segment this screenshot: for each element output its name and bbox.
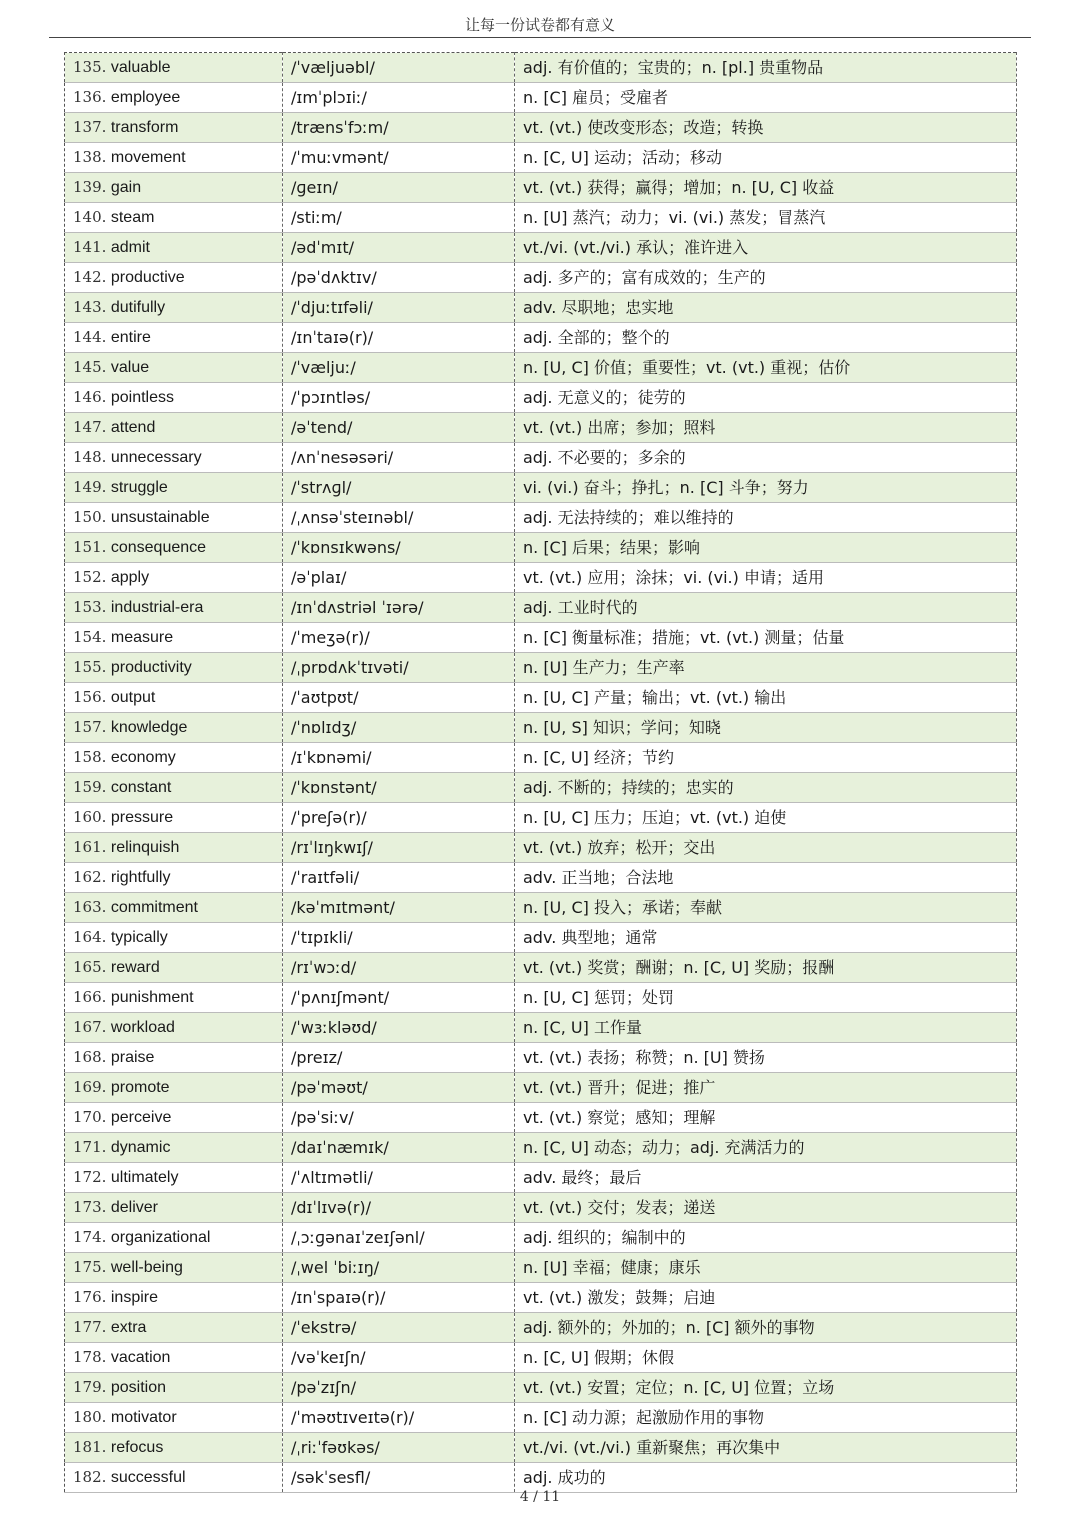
table-row	[65, 773, 1017, 803]
table-row	[65, 593, 1017, 623]
word-cell	[65, 443, 283, 473]
entry-word: typically	[110, 929, 168, 946]
phonetic-cell: /əˈplaɪ/	[283, 563, 515, 593]
phonetic-cell: /ˈraɪtfəli/	[283, 863, 515, 893]
table-row	[65, 1433, 1017, 1463]
definition-cell: n. [U, C] 压力；压迫；vt. (vt.) 迫使	[515, 803, 1017, 833]
definition-cell: adj. 成功的	[515, 1463, 1017, 1493]
entry-word: steam	[110, 209, 155, 226]
word-cell	[65, 1013, 283, 1043]
definition-cell: vt. (vt.) 奖赏；酬谢；n. [C, U] 奖励；报酬	[515, 953, 1017, 983]
phonetic-cell: /ɪmˈplɔɪiː/	[283, 83, 515, 113]
entry-word: constant	[110, 779, 172, 796]
word-cell	[65, 1133, 283, 1163]
entry-word: dutifully	[110, 299, 166, 316]
definition-cell: vt. (vt.) 出席；参加；照料	[515, 413, 1017, 443]
entry-word: pointless	[110, 389, 175, 406]
word-cell	[65, 593, 283, 623]
phonetic-cell: /ɪnˈtaɪə(r)/	[283, 323, 515, 353]
entry-word: measure	[110, 629, 174, 646]
entry-word: productivity	[110, 659, 192, 676]
entry-word: apply	[110, 569, 150, 586]
table-row	[65, 1103, 1017, 1133]
table-row	[65, 1403, 1017, 1433]
table-row	[65, 203, 1017, 233]
definition-cell: adv. 尽职地；忠实地	[515, 293, 1017, 323]
definition-cell: n. [C, U] 假期；休假	[515, 1343, 1017, 1373]
phonetic-cell: /ɪˈkɒnəmi/	[283, 743, 515, 773]
table-row	[65, 53, 1017, 83]
phonetic-cell: /ˈekstrə/	[283, 1313, 515, 1343]
phonetic-cell: /ˈstrʌɡl/	[283, 473, 515, 503]
table-row	[65, 383, 1017, 413]
entry-number: 137.	[73, 118, 107, 136]
table-row	[65, 1133, 1017, 1163]
phonetic-cell: /ɪnˈspaɪə(r)/	[283, 1283, 515, 1313]
entry-word: refocus	[110, 1439, 164, 1456]
entry-word: knowledge	[110, 719, 188, 736]
entry-number: 155.	[73, 658, 107, 676]
word-cell	[65, 803, 283, 833]
word-cell	[65, 173, 283, 203]
word-cell	[65, 383, 283, 413]
table-row	[65, 923, 1017, 953]
definition-cell: n. [U, C] 投入；承诺；奉献	[515, 893, 1017, 923]
table-row	[65, 1343, 1017, 1373]
entry-number: 154.	[73, 628, 107, 646]
entry-word: position	[110, 1379, 167, 1396]
entry-number: 156.	[73, 688, 107, 706]
entry-word: extra	[110, 1319, 147, 1336]
phonetic-cell: /pəˈməʊt/	[283, 1073, 515, 1103]
entry-number: 177.	[73, 1318, 107, 1336]
word-cell	[65, 1193, 283, 1223]
entry-number: 171.	[73, 1138, 107, 1156]
word-cell	[65, 233, 283, 263]
phonetic-cell: /trænsˈfɔːm/	[283, 113, 515, 143]
entry-number: 139.	[73, 178, 107, 196]
phonetic-cell: /rɪˈwɔːd/	[283, 953, 515, 983]
entry-number: 173.	[73, 1198, 107, 1216]
word-cell	[65, 863, 283, 893]
entry-number: 178.	[73, 1348, 107, 1366]
phonetic-cell: /kəˈmɪtmənt/	[283, 893, 515, 923]
entry-word: rightfully	[110, 869, 171, 886]
definition-cell: adj. 工业时代的	[515, 593, 1017, 623]
word-cell	[65, 413, 283, 443]
entry-number: 165.	[73, 958, 107, 976]
entry-word: dynamic	[110, 1139, 171, 1156]
phonetic-cell: /ˈpɔɪntləs/	[283, 383, 515, 413]
word-cell	[65, 293, 283, 323]
entry-number: 175.	[73, 1258, 107, 1276]
definition-cell: n. [U] 生产力；生产率	[515, 653, 1017, 683]
definition-cell: n. [U] 蒸汽；动力；vi. (vi.) 蒸发；冒蒸汽	[515, 203, 1017, 233]
word-cell	[65, 713, 283, 743]
word-cell	[65, 1163, 283, 1193]
definition-cell: adj. 不断的；持续的；忠实的	[515, 773, 1017, 803]
definition-cell: adj. 额外的；外加的；n. [C] 额外的事物	[515, 1313, 1017, 1343]
entry-number: 149.	[73, 478, 107, 496]
word-cell	[65, 743, 283, 773]
entry-number: 164.	[73, 928, 107, 946]
definition-cell: n. [C] 后果；结果；影响	[515, 533, 1017, 563]
entry-number: 144.	[73, 328, 107, 346]
table-row	[65, 1193, 1017, 1223]
phonetic-cell: /ˈvæljuəbl/	[283, 53, 515, 83]
entry-word: admit	[110, 239, 150, 256]
entry-word: unsustainable	[110, 509, 210, 526]
entry-word: output	[110, 689, 156, 706]
table-row	[65, 953, 1017, 983]
word-cell	[65, 83, 283, 113]
entry-number: 150.	[73, 508, 107, 526]
entry-word: industrial-era	[110, 599, 204, 616]
phonetic-cell: /ˌprɒdʌkˈtɪvəti/	[283, 653, 515, 683]
entry-word: workload	[110, 1019, 175, 1036]
entry-number: 136.	[73, 88, 107, 106]
entry-word: employee	[110, 89, 181, 106]
entry-number: 138.	[73, 148, 107, 166]
definition-cell: n. [U, C] 惩罚；处罚	[515, 983, 1017, 1013]
entry-number: 151.	[73, 538, 107, 556]
entry-number: 182.	[73, 1468, 107, 1486]
word-cell	[65, 923, 283, 953]
definition-cell: adj. 无意义的；徒劳的	[515, 383, 1017, 413]
table-row	[65, 683, 1017, 713]
word-cell	[65, 983, 283, 1013]
word-cell	[65, 53, 283, 83]
phonetic-cell: /ˈmuːvmənt/	[283, 143, 515, 173]
word-cell	[65, 1103, 283, 1133]
phonetic-cell: /ˈpʌnɪʃmənt/	[283, 983, 515, 1013]
word-cell	[65, 1073, 283, 1103]
phonetic-cell: /ˌʌnsəˈsteɪnəbl/	[283, 503, 515, 533]
entry-word: struggle	[110, 479, 168, 496]
entry-word: organizational	[110, 1229, 211, 1246]
word-cell	[65, 143, 283, 173]
entry-word: praise	[110, 1049, 155, 1066]
entry-word: promote	[110, 1079, 170, 1096]
header-rule	[49, 37, 1031, 38]
phonetic-cell: /ɪnˈdʌstriəl ˈɪərə/	[283, 593, 515, 623]
table-row	[65, 83, 1017, 113]
definition-cell: vt. (vt.) 安置；定位；n. [C, U] 位置；立场	[515, 1373, 1017, 1403]
phonetic-cell: /ˌriːˈfəʊkəs/	[283, 1433, 515, 1463]
entry-number: 159.	[73, 778, 107, 796]
table-row	[65, 863, 1017, 893]
phonetic-cell: /ˈdjuːtɪfəli/	[283, 293, 515, 323]
word-cell	[65, 833, 283, 863]
word-cell	[65, 263, 283, 293]
table-row	[65, 143, 1017, 173]
entry-word: reward	[110, 959, 160, 976]
definition-cell: vt. (vt.) 使改变形态；改造；转换	[515, 113, 1017, 143]
entry-number: 163.	[73, 898, 107, 916]
entry-word: relinquish	[110, 839, 180, 856]
table-row	[65, 533, 1017, 563]
table-row	[65, 1283, 1017, 1313]
definition-cell: vt. (vt.) 获得；赢得；增加；n. [U, C] 收益	[515, 173, 1017, 203]
phonetic-cell: /ˌɔːɡənaɪˈzeɪʃənl/	[283, 1223, 515, 1253]
entry-word: productive	[110, 269, 185, 286]
phonetic-cell: /dɪˈlɪvə(r)/	[283, 1193, 515, 1223]
word-cell	[65, 653, 283, 683]
table-row	[65, 473, 1017, 503]
word-cell	[65, 953, 283, 983]
phonetic-cell: /daɪˈnæmɪk/	[283, 1133, 515, 1163]
word-cell	[65, 1223, 283, 1253]
entry-number: 161.	[73, 838, 107, 856]
table-row	[65, 1373, 1017, 1403]
word-cell	[65, 533, 283, 563]
entry-word: entire	[110, 329, 151, 346]
table-row	[65, 443, 1017, 473]
entry-number: 157.	[73, 718, 107, 736]
word-cell	[65, 353, 283, 383]
entry-word: gain	[110, 179, 142, 196]
phonetic-cell: /pəˈdʌktɪv/	[283, 263, 515, 293]
table-row	[65, 413, 1017, 443]
definition-cell: vt. (vt.) 察觉；感知；理解	[515, 1103, 1017, 1133]
phonetic-cell: /ˈtɪpɪkli/	[283, 923, 515, 953]
phonetic-cell: /preɪz/	[283, 1043, 515, 1073]
phonetic-cell: /vəˈkeɪʃn/	[283, 1343, 515, 1373]
table-row	[65, 323, 1017, 353]
entry-word: inspire	[110, 1289, 158, 1306]
definition-cell: adv. 典型地；通常	[515, 923, 1017, 953]
word-cell	[65, 563, 283, 593]
definition-cell: n. [C, U] 工作量	[515, 1013, 1017, 1043]
entry-word: economy	[110, 749, 176, 766]
phonetic-cell: /ˈkɒnsɪkwəns/	[283, 533, 515, 563]
entry-number: 176.	[73, 1288, 107, 1306]
entry-word: deliver	[110, 1199, 158, 1216]
table-row	[65, 1043, 1017, 1073]
definition-cell: n. [C, U] 动态；动力；adj. 充满活力的	[515, 1133, 1017, 1163]
phonetic-cell: /ˌwel ˈbiːɪŋ/	[283, 1253, 515, 1283]
word-cell	[65, 503, 283, 533]
word-cell	[65, 1283, 283, 1313]
table-row	[65, 563, 1017, 593]
definition-cell: n. [C, U] 运动；活动；移动	[515, 143, 1017, 173]
table-row	[65, 1463, 1017, 1493]
table-row	[65, 503, 1017, 533]
definition-cell: n. [U, C] 产量；输出；vt. (vt.) 输出	[515, 683, 1017, 713]
definition-cell: vt./vi. (vt./vi.) 重新聚焦；再次集中	[515, 1433, 1017, 1463]
entry-word: vacation	[110, 1349, 171, 1366]
table-row	[65, 1163, 1017, 1193]
entry-word: perceive	[110, 1109, 172, 1126]
entry-number: 180.	[73, 1408, 107, 1426]
table-row	[65, 1073, 1017, 1103]
table-row	[65, 263, 1017, 293]
table-row	[65, 983, 1017, 1013]
definition-cell: adj. 无法持续的；难以维持的	[515, 503, 1017, 533]
definition-cell: n. [C] 动力源；起激励作用的事物	[515, 1403, 1017, 1433]
word-cell	[65, 1313, 283, 1343]
definition-cell: adj. 有价值的；宝贵的；n. [pl.] 贵重物品	[515, 53, 1017, 83]
table-row	[65, 1223, 1017, 1253]
definition-cell: adv. 最终；最后	[515, 1163, 1017, 1193]
phonetic-cell: /pəˈsiːv/	[283, 1103, 515, 1133]
phonetic-cell: /ˈkɒnstənt/	[283, 773, 515, 803]
table-row	[65, 623, 1017, 653]
definition-cell: adj. 全部的；整个的	[515, 323, 1017, 353]
word-cell	[65, 1433, 283, 1463]
phonetic-cell: /əˈtend/	[283, 413, 515, 443]
definition-cell: vt. (vt.) 应用；涂抹；vi. (vi.) 申请；适用	[515, 563, 1017, 593]
word-cell	[65, 1253, 283, 1283]
entry-number: 148.	[73, 448, 107, 466]
definition-cell: n. [C, U] 经济；节约	[515, 743, 1017, 773]
entry-number: 145.	[73, 358, 107, 376]
entry-number: 147.	[73, 418, 107, 436]
word-cell	[65, 1343, 283, 1373]
table-row	[65, 743, 1017, 773]
word-cell	[65, 773, 283, 803]
entry-number: 140.	[73, 208, 107, 226]
phonetic-cell: /ˈvæljuː/	[283, 353, 515, 383]
entry-number: 160.	[73, 808, 107, 826]
entry-number: 143.	[73, 298, 107, 316]
phonetic-cell: /ˈʌltɪmətli/	[283, 1163, 515, 1193]
entry-number: 168.	[73, 1048, 107, 1066]
phonetic-cell: /ɡeɪn/	[283, 173, 515, 203]
entry-number: 172.	[73, 1168, 107, 1186]
entry-word: consequence	[110, 539, 207, 556]
table-row	[65, 833, 1017, 863]
phonetic-cell: /ʌnˈnesəsəri/	[283, 443, 515, 473]
definition-cell: adj. 不必要的；多余的	[515, 443, 1017, 473]
entry-word: movement	[110, 149, 186, 166]
table-row	[65, 113, 1017, 143]
definition-cell: adj. 组织的；编制中的	[515, 1223, 1017, 1253]
definition-cell: vt. (vt.) 激发；鼓舞；启迪	[515, 1283, 1017, 1313]
definition-cell: n. [C] 衡量标准；措施；vt. (vt.) 测量；估量	[515, 623, 1017, 653]
definition-cell: n. [U] 幸福；健康；康乐	[515, 1253, 1017, 1283]
entry-word: ultimately	[110, 1169, 179, 1186]
table-row	[65, 233, 1017, 263]
definition-cell: n. [U, S] 知识；学问；知晓	[515, 713, 1017, 743]
table-row	[65, 173, 1017, 203]
word-cell	[65, 683, 283, 713]
page-number: 4 / 11	[519, 1489, 561, 1505]
entry-number: 166.	[73, 988, 107, 1006]
entry-number: 146.	[73, 388, 107, 406]
word-cell	[65, 1373, 283, 1403]
entry-number: 170.	[73, 1108, 107, 1126]
table-row	[65, 653, 1017, 683]
vocabulary-table-body	[65, 53, 1017, 1493]
entry-word: well-being	[110, 1259, 183, 1276]
entry-number: 179.	[73, 1378, 107, 1396]
entry-word: transform	[110, 119, 179, 136]
phonetic-cell: /ˈaʊtpʊt/	[283, 683, 515, 713]
entry-number: 158.	[73, 748, 107, 766]
word-cell	[65, 473, 283, 503]
definition-cell: vt. (vt.) 放弃；松开；交出	[515, 833, 1017, 863]
table-row	[65, 1313, 1017, 1343]
table-row	[65, 353, 1017, 383]
word-cell	[65, 1403, 283, 1433]
entry-number: 181.	[73, 1438, 107, 1456]
definition-cell: vt. (vt.) 交付；发表；递送	[515, 1193, 1017, 1223]
table-row	[65, 803, 1017, 833]
entry-number: 167.	[73, 1018, 107, 1036]
table-row	[65, 1013, 1017, 1043]
page-header: 让每一份试卷都有意义	[464, 16, 615, 34]
entry-word: attend	[110, 419, 156, 436]
entry-word: value	[110, 359, 150, 376]
word-cell	[65, 1043, 283, 1073]
table-row	[65, 293, 1017, 323]
phonetic-cell: /stiːm/	[283, 203, 515, 233]
definition-cell: vt. (vt.) 表扬；称赞；n. [U] 赞扬	[515, 1043, 1017, 1073]
vocabulary-table	[64, 52, 1017, 1493]
entry-word: commitment	[110, 899, 198, 916]
phonetic-cell: /ˈmeʒə(r)/	[283, 623, 515, 653]
definition-cell: adv. 正当地；合法地	[515, 863, 1017, 893]
entry-word: successful	[110, 1469, 186, 1486]
word-cell	[65, 203, 283, 233]
definition-cell: adj. 多产的；富有成效的；生产的	[515, 263, 1017, 293]
word-cell	[65, 323, 283, 353]
entry-number: 174.	[73, 1228, 107, 1246]
entry-number: 141.	[73, 238, 107, 256]
entry-word: pressure	[110, 809, 174, 826]
phonetic-cell: /ˈwɜːkləʊd/	[283, 1013, 515, 1043]
entry-word: unnecessary	[110, 449, 202, 466]
definition-cell: vt. (vt.) 晋升；促进；推广	[515, 1073, 1017, 1103]
phonetic-cell: /ˈpreʃə(r)/	[283, 803, 515, 833]
definition-cell: n. [U, C] 价值；重要性；vt. (vt.) 重视；估价	[515, 353, 1017, 383]
phonetic-cell: /ˈməʊtɪveɪtə(r)/	[283, 1403, 515, 1433]
word-cell	[65, 893, 283, 923]
phonetic-cell: /ˈnɒlɪdʒ/	[283, 713, 515, 743]
entry-word: valuable	[110, 59, 171, 76]
entry-word: punishment	[110, 989, 194, 1006]
entry-number: 142.	[73, 268, 107, 286]
phonetic-cell: /pəˈzɪʃn/	[283, 1373, 515, 1403]
phonetic-cell: /rɪˈlɪŋkwɪʃ/	[283, 833, 515, 863]
entry-number: 162.	[73, 868, 107, 886]
word-cell	[65, 623, 283, 653]
entry-word: motivator	[110, 1409, 177, 1426]
entry-number: 152.	[73, 568, 107, 586]
definition-cell: vt./vi. (vt./vi.) 承认；准许进入	[515, 233, 1017, 263]
table-row	[65, 1253, 1017, 1283]
word-cell	[65, 113, 283, 143]
entry-number: 135.	[73, 58, 107, 76]
table-row	[65, 713, 1017, 743]
entry-number: 169.	[73, 1078, 107, 1096]
phonetic-cell: /səkˈsesfl/	[283, 1463, 515, 1493]
definition-cell: n. [C] 雇员；受雇者	[515, 83, 1017, 113]
definition-cell: vi. (vi.) 奋斗；挣扎；n. [C] 斗争；努力	[515, 473, 1017, 503]
table-row	[65, 893, 1017, 923]
entry-number: 153.	[73, 598, 107, 616]
word-cell	[65, 1463, 283, 1493]
phonetic-cell: /ədˈmɪt/	[283, 233, 515, 263]
